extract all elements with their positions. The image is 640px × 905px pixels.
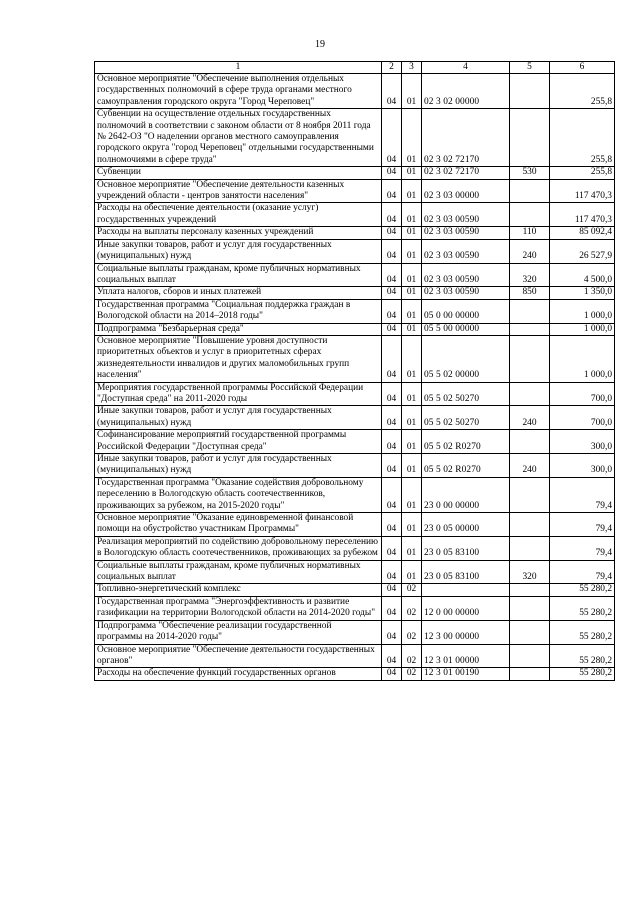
table-row [95, 239, 615, 263]
row-subsection-cell: 01 [402, 203, 422, 227]
row-target-code-cell: 02 3 03 00000 [422, 179, 510, 203]
row-section-cell: 04 [382, 668, 402, 680]
row-section-cell: 04 [382, 203, 402, 227]
row-target-code-cell: 02 3 02 00000 [422, 74, 510, 109]
header-col-5: 5 [510, 62, 550, 74]
row-subsection-cell: 01 [402, 167, 422, 179]
row-section-cell: 04 [382, 323, 402, 335]
row-expense-type-cell [510, 513, 550, 537]
row-amount-cell: 55 280,2 [550, 668, 615, 680]
row-expense-type-cell [510, 620, 550, 644]
table-row [95, 167, 615, 179]
row-amount-cell: 26 527,9 [550, 239, 615, 263]
row-subsection-cell: 01 [402, 287, 422, 299]
row-target-code-cell: 02 3 03 00590 [422, 239, 510, 263]
row-amount-cell: 700,0 [550, 382, 615, 406]
row-target-code-cell: 02 3 03 00590 [422, 287, 510, 299]
row-section-cell: 04 [382, 644, 402, 668]
row-expense-type-cell [510, 668, 550, 680]
header-col-6: 6 [550, 62, 615, 74]
row-target-code-cell: 05 5 02 R0270 [422, 454, 510, 478]
row-name-cell: Государственная программа "Оказание содействия добровольному переселению в Вологодскую область соотечественников, проживающих за рубежом, на 2015-2020 годы" [95, 477, 382, 512]
row-expense-type-cell [510, 109, 550, 167]
row-name-cell: Субвенции на осуществление отдельных государственных полномочий в соответствии с законом области от 8 ноября 2011 года № 2642-ОЗ "О наделении органов местного самоуправления городского округа "город Череповец" отдельными государственными полномочиями в сфере труда" [95, 109, 382, 167]
row-amount-cell: 55 280,2 [550, 620, 615, 644]
row-section-cell: 04 [382, 263, 402, 287]
row-section-cell: 04 [382, 239, 402, 263]
row-amount-cell: 55 280,2 [550, 596, 615, 620]
row-target-code-cell: 05 5 02 50270 [422, 382, 510, 406]
row-amount-cell: 1 000,0 [550, 323, 615, 335]
table-row [95, 406, 615, 430]
row-name-cell: Основное мероприятие "Обеспечение выполнения отдельных государственных полномочий в сфере труда органами местного самоуправления городского округа "Город Череповец" [95, 74, 382, 109]
row-expense-type-cell [510, 477, 550, 512]
row-section-cell: 04 [382, 167, 402, 179]
row-target-code-cell: 05 0 00 00000 [422, 299, 510, 323]
row-subsection-cell: 01 [402, 406, 422, 430]
row-section-cell: 04 [382, 584, 402, 596]
row-amount-cell: 255,8 [550, 74, 615, 109]
row-target-code-cell: 02 3 03 00590 [422, 227, 510, 239]
row-expense-type-cell [510, 74, 550, 109]
row-expense-type-cell [510, 299, 550, 323]
row-subsection-cell: 01 [402, 513, 422, 537]
row-name-cell: Основное мероприятие "Обеспечение деятельности государственных органов" [95, 644, 382, 668]
budget-table [94, 61, 615, 681]
row-amount-cell: 85 092,4 [550, 227, 615, 239]
row-section-cell: 04 [382, 620, 402, 644]
row-subsection-cell: 01 [402, 335, 422, 382]
row-target-code-cell: 23 0 05 00000 [422, 513, 510, 537]
row-name-cell: Социальные выплаты гражданам, кроме публичных нормативных социальных выплат [95, 263, 382, 287]
table-row [95, 227, 615, 239]
row-expense-type-cell: 110 [510, 227, 550, 239]
header-col-1: 1 [95, 62, 382, 74]
row-target-code-cell: 12 3 01 00190 [422, 668, 510, 680]
row-name-cell: Социальные выплаты гражданам, кроме публичных нормативных социальных выплат [95, 560, 382, 584]
row-expense-type-cell [510, 335, 550, 382]
row-target-code-cell [422, 584, 510, 596]
row-expense-type-cell [510, 584, 550, 596]
row-expense-type-cell [510, 644, 550, 668]
row-section-cell: 04 [382, 299, 402, 323]
page-number: 19 [315, 39, 325, 50]
row-expense-type-cell [510, 596, 550, 620]
row-amount-cell: 79,4 [550, 536, 615, 560]
row-amount-cell: 79,4 [550, 513, 615, 537]
row-section-cell: 04 [382, 179, 402, 203]
row-subsection-cell: 01 [402, 109, 422, 167]
row-subsection-cell: 01 [402, 323, 422, 335]
row-name-cell: Софинансирование мероприятий государственной программы Российской Федерации "Доступная среда" [95, 430, 382, 454]
table-row [95, 560, 615, 584]
row-target-code-cell: 05 5 02 00000 [422, 335, 510, 382]
row-name-cell: Субвенции [95, 167, 382, 179]
row-name-cell: Топливно-энергетический комплекс [95, 584, 382, 596]
row-name-cell: Основное мероприятие "Обеспечение деятельности казенных учреждений области - центров занятости населения" [95, 179, 382, 203]
row-expense-type-cell [510, 323, 550, 335]
row-section-cell: 04 [382, 74, 402, 109]
row-expense-type-cell: 530 [510, 167, 550, 179]
table-row [95, 513, 615, 537]
row-target-code-cell: 05 5 02 50270 [422, 406, 510, 430]
row-amount-cell: 1 350,0 [550, 287, 615, 299]
table-row [95, 74, 615, 109]
row-subsection-cell: 02 [402, 668, 422, 680]
row-subsection-cell: 02 [402, 620, 422, 644]
row-name-cell: Иные закупки товаров, работ и услуг для государственных (муниципальных) нужд [95, 454, 382, 478]
row-expense-type-cell: 240 [510, 454, 550, 478]
table-row [95, 323, 615, 335]
row-subsection-cell: 01 [402, 382, 422, 406]
row-target-code-cell: 02 3 02 72170 [422, 109, 510, 167]
row-section-cell: 04 [382, 560, 402, 584]
row-target-code-cell: 02 3 03 00590 [422, 263, 510, 287]
table-row [95, 596, 615, 620]
row-name-cell: Уплата налогов, сборов и иных платежей [95, 287, 382, 299]
row-name-cell: Основное мероприятие "Повышение уровня доступности приоритетных объектов и услуг в приоритетных сферах жизнедеятельности инвалидов и других маломобильных групп населения" [95, 335, 382, 382]
row-target-code-cell: 02 3 02 72170 [422, 167, 510, 179]
row-target-code-cell: 12 0 00 00000 [422, 596, 510, 620]
row-name-cell: Расходы на обеспечение функций государственных органов [95, 668, 382, 680]
row-section-cell: 04 [382, 406, 402, 430]
row-target-code-cell: 12 3 00 00000 [422, 620, 510, 644]
row-expense-type-cell: 320 [510, 263, 550, 287]
row-section-cell: 04 [382, 227, 402, 239]
row-amount-cell: 300,0 [550, 454, 615, 478]
row-subsection-cell: 01 [402, 454, 422, 478]
row-name-cell: Реализация мероприятий по содействию добровольному переселению в Вологодскую область соотечественников, проживающих за рубежом [95, 536, 382, 560]
row-section-cell: 04 [382, 335, 402, 382]
row-section-cell: 04 [382, 382, 402, 406]
header-row [95, 62, 615, 74]
row-target-code-cell: 23 0 05 83100 [422, 560, 510, 584]
row-name-cell: Иные закупки товаров, работ и услуг для государственных (муниципальных) нужд [95, 239, 382, 263]
row-amount-cell: 255,8 [550, 109, 615, 167]
row-name-cell: Подпрограмма "Обеспечение реализации государственной программы на 2014-2020 годы" [95, 620, 382, 644]
row-section-cell: 04 [382, 430, 402, 454]
row-subsection-cell: 01 [402, 74, 422, 109]
row-expense-type-cell [510, 382, 550, 406]
table-row [95, 668, 615, 680]
row-subsection-cell: 02 [402, 584, 422, 596]
table-row [95, 263, 615, 287]
row-target-code-cell: 02 3 03 00590 [422, 203, 510, 227]
row-name-cell: Расходы на обеспечение деятельности (оказание услуг) государственных учреждений [95, 203, 382, 227]
row-amount-cell: 1 000,0 [550, 335, 615, 382]
row-amount-cell: 55 280,2 [550, 584, 615, 596]
row-subsection-cell: 01 [402, 477, 422, 512]
table-row [95, 335, 615, 382]
header-col-2: 2 [382, 62, 402, 74]
row-name-cell: Иные закупки товаров, работ и услуг для государственных (муниципальных) нужд [95, 406, 382, 430]
row-expense-type-cell [510, 179, 550, 203]
row-expense-type-cell: 240 [510, 406, 550, 430]
row-amount-cell: 300,0 [550, 430, 615, 454]
table-row [95, 203, 615, 227]
row-section-cell: 04 [382, 536, 402, 560]
row-subsection-cell: 01 [402, 179, 422, 203]
row-amount-cell: 79,4 [550, 477, 615, 512]
row-expense-type-cell [510, 203, 550, 227]
table-row [95, 454, 615, 478]
header-col-4: 4 [422, 62, 510, 74]
table-row [95, 179, 615, 203]
row-amount-cell: 55 280,2 [550, 644, 615, 668]
row-target-code-cell: 12 3 01 00000 [422, 644, 510, 668]
row-section-cell: 04 [382, 477, 402, 512]
row-subsection-cell: 02 [402, 644, 422, 668]
row-subsection-cell: 01 [402, 536, 422, 560]
row-section-cell: 04 [382, 454, 402, 478]
row-amount-cell: 79,4 [550, 560, 615, 584]
row-name-cell: Мероприятия государственной программы Российской Федерации "Доступная среда" на 2011-2020 годы [95, 382, 382, 406]
row-section-cell: 04 [382, 513, 402, 537]
row-target-code-cell: 23 0 05 83100 [422, 536, 510, 560]
row-name-cell: Расходы на выплаты персоналу казенных учреждений [95, 227, 382, 239]
row-name-cell: Подпрограмма "Безбарьерная среда" [95, 323, 382, 335]
row-amount-cell: 255,8 [550, 167, 615, 179]
row-amount-cell: 4 500,0 [550, 263, 615, 287]
table-row [95, 620, 615, 644]
row-subsection-cell: 01 [402, 560, 422, 584]
table-row [95, 536, 615, 560]
table-row [95, 644, 615, 668]
table-row [95, 382, 615, 406]
row-amount-cell: 117 470,3 [550, 179, 615, 203]
row-section-cell: 04 [382, 596, 402, 620]
row-target-code-cell: 05 5 00 00000 [422, 323, 510, 335]
table-row [95, 109, 615, 167]
table-row [95, 584, 615, 596]
row-name-cell: Основное мероприятие "Оказание единовременной финансовой помощи на обустройство участникам Программы" [95, 513, 382, 537]
row-amount-cell: 117 470,3 [550, 203, 615, 227]
row-expense-type-cell [510, 536, 550, 560]
table-row [95, 299, 615, 323]
row-name-cell: Государственная программа "Энергоэффективность и развитие газификации на территории Вологодской области на 2014-2020 годы" [95, 596, 382, 620]
row-section-cell: 04 [382, 287, 402, 299]
row-target-code-cell: 23 0 00 00000 [422, 477, 510, 512]
row-amount-cell: 1 000,0 [550, 299, 615, 323]
row-subsection-cell: 01 [402, 299, 422, 323]
table-row [95, 287, 615, 299]
row-subsection-cell: 01 [402, 227, 422, 239]
row-expense-type-cell: 850 [510, 287, 550, 299]
table-row [95, 477, 615, 512]
row-subsection-cell: 01 [402, 239, 422, 263]
header-col-3: 3 [402, 62, 422, 74]
row-section-cell: 04 [382, 109, 402, 167]
row-expense-type-cell [510, 430, 550, 454]
row-subsection-cell: 02 [402, 596, 422, 620]
table-row [95, 430, 615, 454]
row-expense-type-cell: 320 [510, 560, 550, 584]
row-target-code-cell: 05 5 02 R0270 [422, 430, 510, 454]
row-subsection-cell: 01 [402, 263, 422, 287]
row-expense-type-cell: 240 [510, 239, 550, 263]
row-amount-cell: 700,0 [550, 406, 615, 430]
row-name-cell: Государственная программа "Социальная поддержка граждан в Вологодской области на 2014–2018 годы" [95, 299, 382, 323]
row-subsection-cell: 01 [402, 430, 422, 454]
